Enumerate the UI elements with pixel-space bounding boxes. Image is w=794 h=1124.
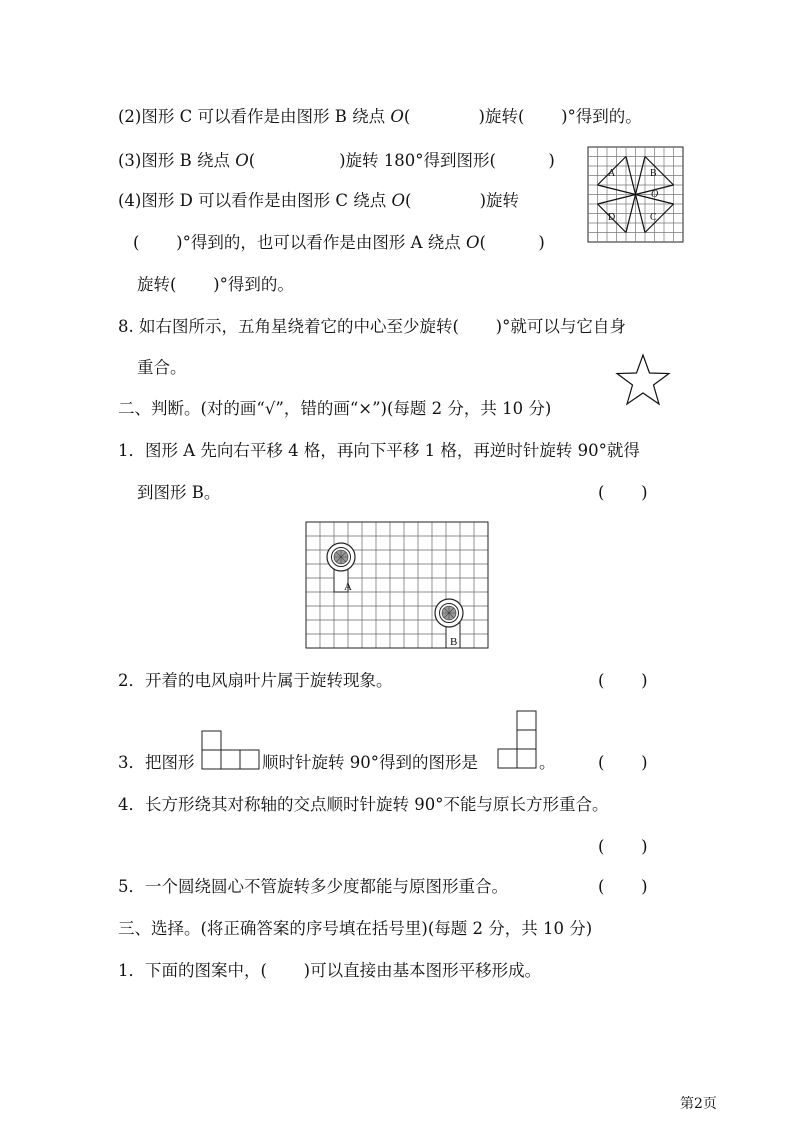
s2-q3-answer-paren[interactable]: ( ) bbox=[598, 753, 648, 772]
star-icon bbox=[615, 354, 671, 406]
l-shape-rotated bbox=[497, 710, 539, 770]
s2-q5-line: 5．一个圆绕圆心不管旋转多少度都能与原图形重合。 bbox=[118, 877, 508, 896]
figure-label-d: D bbox=[608, 212, 616, 223]
section3-heading: 三、选择。(将正确答案的序号填在括号里)(每题 2 分，共 10 分) bbox=[118, 919, 593, 938]
s2-q3-pre: 3．把图形 bbox=[118, 753, 195, 772]
q8-line1: 8. 如右图所示，五角星绕着它的中心至少旋转( )°就可以与它自身 bbox=[118, 317, 626, 336]
shape-b bbox=[435, 599, 463, 648]
shape-a bbox=[327, 543, 355, 593]
l-shape-original bbox=[201, 730, 261, 770]
s2-q3-post: 。 bbox=[539, 753, 556, 772]
grid-label-b: B bbox=[450, 636, 458, 648]
q7-4-end: 旋转( )°得到的。 bbox=[137, 275, 294, 294]
q7-4-line: (4)图形 D 可以看作是由图形 C 绕点 O( )旋转 bbox=[118, 191, 520, 210]
s2-q5-answer-paren[interactable]: ( ) bbox=[598, 877, 648, 896]
s2-q1-line1: 1．图形 A 先向右平移 4 格，再向下平移 1 格，再逆时针旋转 90°就得 bbox=[118, 441, 640, 460]
s2-q3-mid: 顺时针旋转 90°得到的图形是 bbox=[262, 753, 478, 772]
s2-q2-line: 2．开着的电风扇叶片属于旋转现象。 bbox=[118, 671, 393, 690]
s2-q1-answer-paren[interactable]: ( ) bbox=[598, 483, 648, 502]
q7-3-line: (3)图形 B 绕点 O( )旋转 180°得到图形( ) bbox=[118, 151, 555, 170]
rotation-figure bbox=[588, 147, 683, 242]
q8-line2: 重合。 bbox=[137, 358, 187, 377]
figure-label-c: C bbox=[650, 212, 657, 223]
s2-q2-answer-paren[interactable]: ( ) bbox=[598, 671, 648, 690]
figure-label-a: A bbox=[608, 168, 616, 179]
q7-2-line: (2)图形 C 可以看作是由图形 B 绕点 O( )旋转( )°得到的。 bbox=[118, 107, 642, 126]
s2-q4-line: 4．长方形绕其对称轴的交点顺时针旋转 90°不能与原长方形重合。 bbox=[118, 795, 609, 814]
q7-4-continuation: ( )°得到的，也可以看作是由图形 A 绕点 O( ) bbox=[133, 233, 545, 252]
figure-label-o: O bbox=[651, 189, 659, 200]
translation-grid bbox=[306, 522, 488, 648]
section2-heading: 二、判断。(对的画“√”，错的画“×”)(每题 2 分，共 10 分) bbox=[118, 399, 552, 418]
page-number: 第2页 bbox=[680, 1096, 717, 1112]
figure-label-b: B bbox=[650, 168, 657, 179]
s3-q1-line: 1．下面的图案中，( )可以直接由基本图形平移形成。 bbox=[118, 961, 542, 980]
s2-q4-answer-paren[interactable]: ( ) bbox=[598, 837, 648, 856]
s2-q1-line2: 到图形 B。 bbox=[137, 483, 221, 502]
grid-label-a: A bbox=[344, 581, 352, 593]
